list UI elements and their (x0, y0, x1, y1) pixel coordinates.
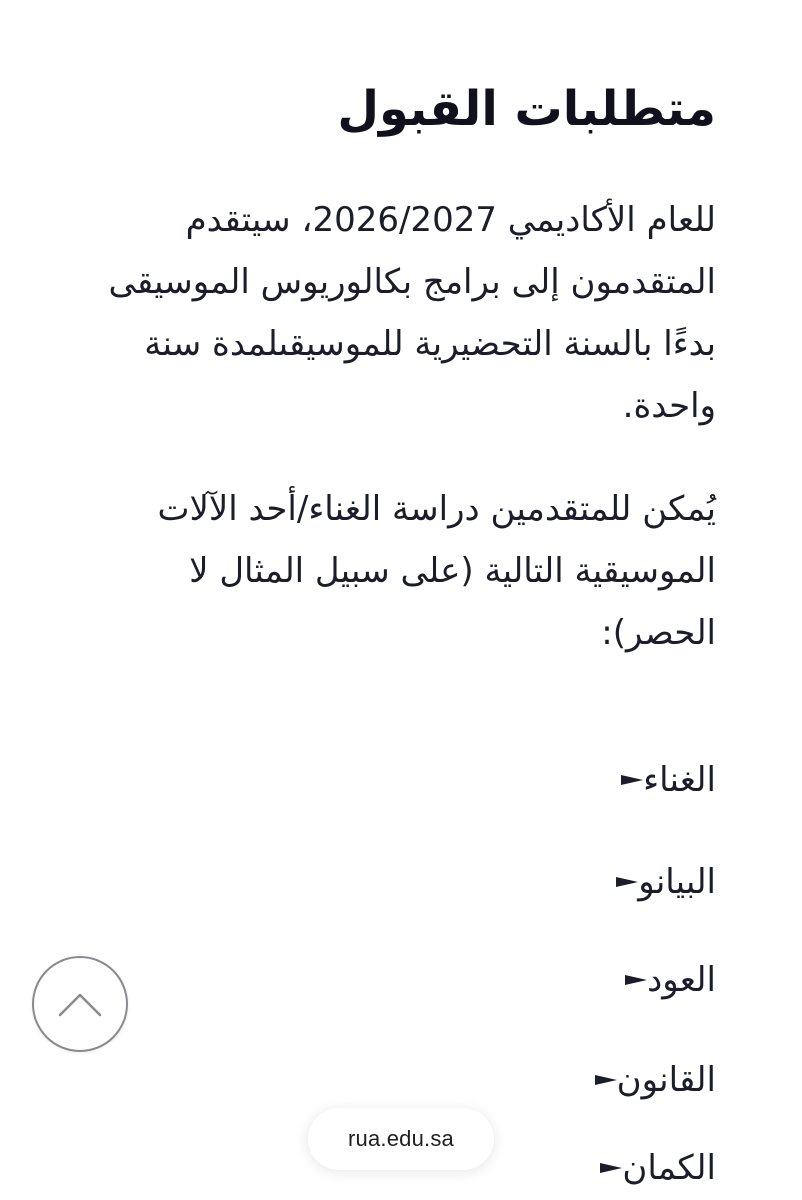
url-text: rua.edu.sa (348, 1126, 454, 1151)
page-title: متطلبات القبول (337, 81, 716, 137)
bullet-icon (616, 877, 638, 887)
intro-paragraph: للعام الأكاديمي 2026/2027، سيتقدم المتقدمون إلى برامج بكالوريوس الموسيقى بدءًا بالسنة التحضيرية للموسيقىلمدة سنة واحدة. (108, 200, 716, 426)
address-bar[interactable] (308, 1108, 494, 1170)
scroll-to-top-button[interactable] (32, 956, 128, 1052)
list-item (599, 950, 716, 1010)
chevron-up-icon (57, 990, 103, 1018)
list-item (574, 1138, 716, 1198)
bullet-icon (625, 975, 647, 985)
bullet-icon (595, 1075, 617, 1085)
list-item (590, 852, 716, 912)
list-item-label: القانون (616, 1060, 716, 1100)
list-item-label: الكمان (622, 1148, 716, 1188)
list-item-label: العود (647, 960, 716, 1000)
list-item-label: الغناء (643, 760, 716, 800)
list-item (569, 1050, 716, 1110)
bullet-icon (600, 1163, 622, 1173)
instruments-intro-paragraph: يُمكن للمتقدمين دراسة الغناء/أحد الآلات الموسيقية التالية (على سبيل المثال لا الحصر): (157, 489, 716, 653)
list-item (595, 750, 716, 810)
bullet-icon (621, 775, 643, 785)
list-item-label: البيانو (638, 862, 716, 902)
